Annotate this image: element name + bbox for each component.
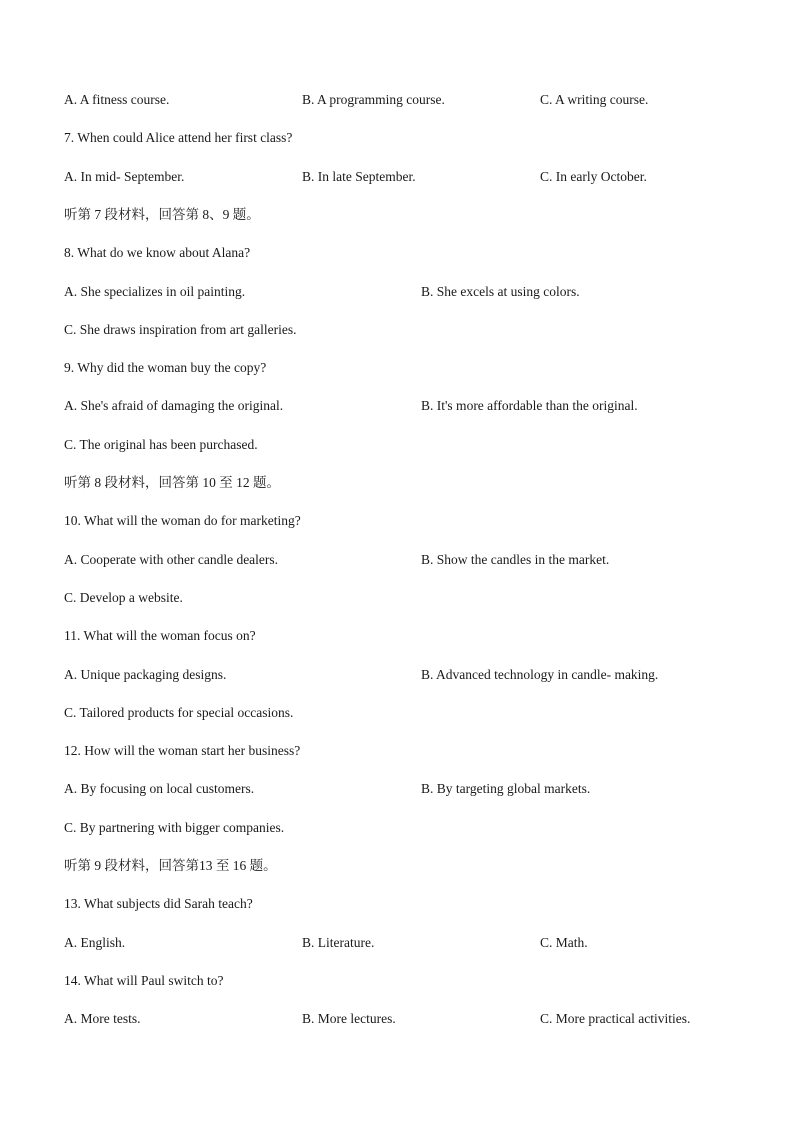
option-b: B. She excels at using colors. — [421, 283, 580, 299]
question-text: 10. What will the woman do for marketing? — [64, 513, 301, 529]
option-c: C. She draws inspiration from art galleries. — [64, 321, 297, 337]
option-c: C. Math. — [540, 934, 588, 950]
option-b: B. By targeting global markets. — [421, 781, 591, 797]
option-b: B. Advanced technology in candle- making. — [421, 666, 659, 682]
question-text: 14. What will Paul switch to? — [64, 972, 224, 988]
option-a: A. More tests. — [64, 1011, 141, 1027]
section-instruction: 听第 8 段材料，回答第 10 至 12 题。 — [64, 475, 280, 490]
option-a: A. She's afraid of damaging the original. — [64, 398, 284, 414]
option-b: B. Literature. — [302, 934, 375, 950]
question-text: 9. Why did the woman buy the copy? — [64, 360, 267, 376]
option-a: A. Unique packaging designs. — [64, 666, 227, 682]
question-text: 11. What will the woman focus on? — [64, 628, 256, 644]
question-text: 12. How will the woman start her business? — [64, 743, 301, 759]
option-a: A. She specializes in oil painting. — [64, 283, 246, 299]
option-a: A. By focusing on local customers. — [64, 781, 255, 797]
option-a: A. In mid- September. — [64, 168, 185, 184]
option-c: C. The original has been purchased. — [64, 436, 258, 452]
option-c: C. Develop a website. — [64, 589, 183, 605]
option-b: B. In late September. — [302, 168, 416, 184]
option-a: A. English. — [64, 934, 126, 950]
option-a: A. Cooperate with other candle dealers. — [64, 551, 279, 567]
option-b: B. A programming course. — [302, 92, 445, 107]
option-c: C. Tailored products for special occasions. — [64, 704, 294, 720]
question-text: 7. When could Alice attend her first class? — [64, 130, 293, 146]
option-c: C. In early October. — [540, 168, 647, 184]
section-instruction: 听第 9 段材料，回答第13 至 16 题。 — [64, 858, 277, 873]
option-b: B. It's more affordable than the original. — [421, 398, 638, 414]
question-text: 13. What subjects did Sarah teach? — [64, 896, 253, 912]
question-text: 8. What do we know about Alana? — [64, 245, 251, 261]
option-c: C. By partnering with bigger companies. — [64, 819, 285, 835]
section-instruction: 听第 7 段材料，回答第 8、9 题。 — [64, 206, 260, 222]
option-b: B. More lectures. — [302, 1011, 396, 1027]
option-a: A. A fitness course. — [64, 92, 170, 107]
option-b: B. Show the candles in the market. — [421, 551, 610, 567]
option-c: C. A writing course. — [540, 92, 649, 107]
option-c: C. More practical activities. — [540, 1011, 691, 1027]
